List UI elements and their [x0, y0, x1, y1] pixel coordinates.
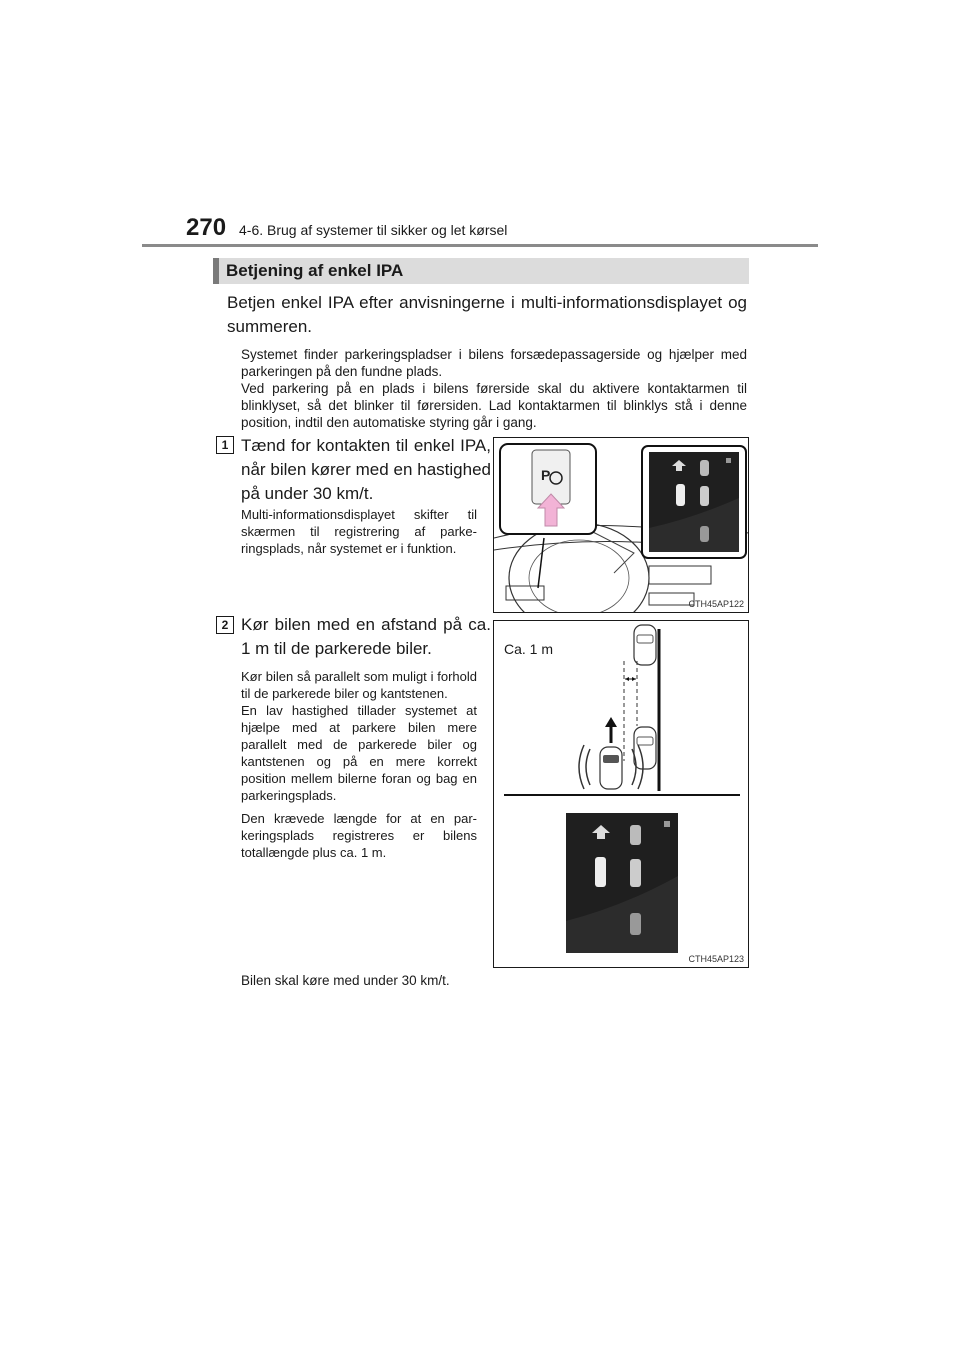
section-title: Betjening af enkel IPA [226, 261, 404, 280]
figure-ipa-switch [493, 437, 749, 613]
final-note: Bilen skal køre med under 30 km/t. [241, 973, 450, 988]
step-1-note: Multi-informationsdisplayet skifter til skærmen til registrering af parke-ringsplads, når systemet er i funktion. [241, 507, 477, 556]
step-number-1: 1 [216, 436, 234, 454]
step-2-title: Kør bilen med en afstand på ca. 1 m til de parkerede biler. [241, 615, 491, 658]
step-1-title: Tænd for kontakten til enkel IPA, når bilen kører med en hastighed på under 30 km/t. [241, 436, 491, 503]
dashboard-illustration [494, 438, 749, 613]
step-2-note-paragraph: Den krævede længde for at en par-keringsplads registreres er bilens totallængde plus ca. 1 m. [241, 811, 477, 860]
intro-note [241, 346, 747, 431]
intro-note-paragraph: Ved parkering på en plads i bilens førerside skal du aktivere kontaktarmen til blinklyset, så det blinker til førersiden. Lad kontaktarmen til blinklys stå i denne position, indtil den automatiske styring går i gang. [241, 381, 747, 430]
distance-label: Ca. 1 m [504, 641, 554, 657]
chapter-title: 4-6. Brug af systemer til sikker og let kørsel [239, 222, 508, 238]
step-number-2: 2 [216, 616, 234, 634]
header-divider [142, 244, 818, 247]
figure-parking-distance [493, 620, 749, 968]
ipa-switch-symbol: P [541, 467, 551, 483]
page-number: 270 [186, 214, 227, 241]
intro-note-paragraph: Systemet finder parkeringspladser i bilens forsædepassagerside og hjælper med parkeringen på den fundne plads. [241, 347, 747, 379]
figure-label: CTH45AP122 [688, 599, 744, 609]
step-2-notes [241, 668, 477, 867]
step-2-note-paragraph: Kør bilen så parallelt som muligt i forhold til de parkerede biler og kantstenen. [241, 669, 477, 701]
forward-arrow-icon [605, 717, 617, 727]
intro-text: Betjen enkel IPA efter anvisningerne i multi-informationsdisplayet og summeren. [227, 293, 747, 336]
figure-label: CTH45AP123 [688, 954, 744, 964]
parking-diagram [494, 621, 749, 968]
step-2-note-paragraph: En lav hastighed tillader systemet at hjælpe med at parkere bilen mere parallelt med de parkerede biler og kantstenen og på en mere korrekt position mellem bilerne foran og bag en parkeringsplads. [241, 703, 477, 803]
